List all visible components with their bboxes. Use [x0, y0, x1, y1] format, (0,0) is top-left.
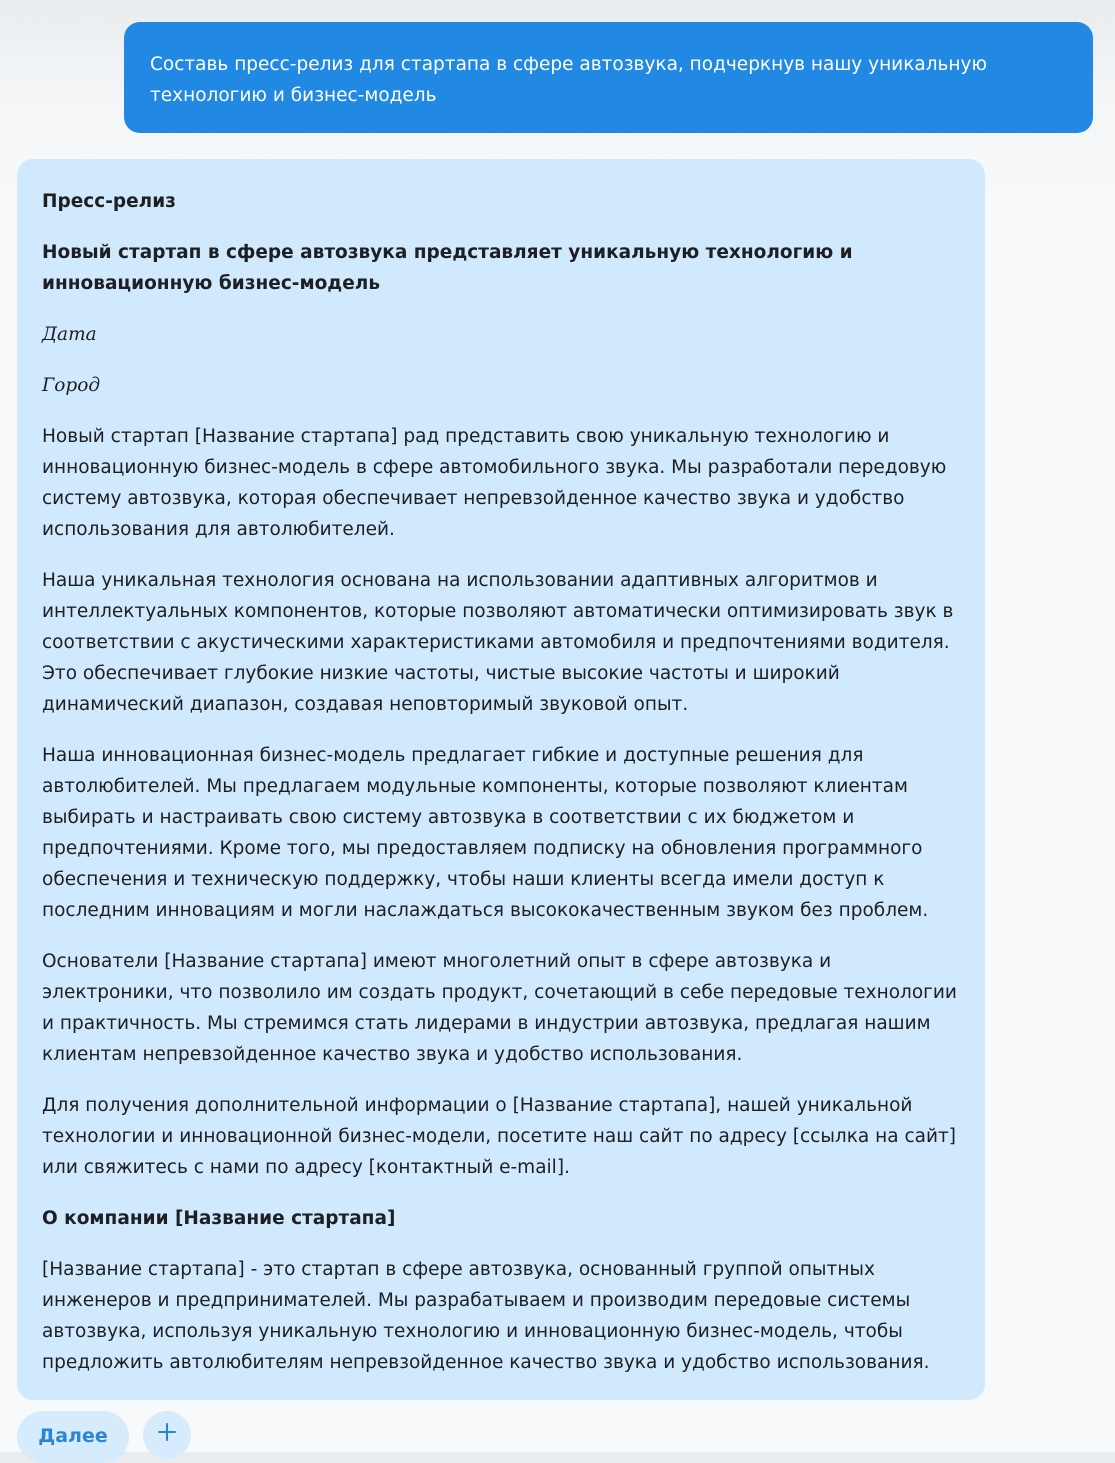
response-paragraph-2: Наша уникальная технология основана на использовании адаптивных алгоритмов и интеллектуальных компонентов, которые позволяют автоматически оптимизировать звук в соответствии с акустическими характеристиками автомобиля и предпочтениями водителя. Это обеспечивает глубокие низкие частоты, чистые высокие частоты и широкий динамический диапазон, создавая неповторимый звуковой опыт.: [42, 570, 954, 715]
user-message-bubble: [124, 22, 1093, 133]
response-heading: Пресс-релиз: [42, 191, 176, 212]
about-heading: О компании [Название стартапа]: [42, 1208, 396, 1229]
about-text: [Название стартапа] - это стартап в сфере автозвука, основанный группой опытных инженеров и предпринимателей. Мы разрабатываем и производим передовые системы автозвука, используя уникальную технологию и инновационную бизнес-модель, чтобы предложить автолюбителям непревзойденное качество звука и удобство использования.: [42, 1259, 930, 1373]
user-message-text: Составь пресс-релиз для стартапа в сфере автозвука, подчеркнув нашу уникальную технологию и бизнес-модель: [150, 54, 988, 106]
response-paragraph-4: Основатели [Название стартапа] имеют многолетний опыт в сфере автозвука и электроники, что позволило им создать продукт, сочетающий в себе передовые технологии и практичность. Мы стремимся стать лидерами в индустрии автозвука, предлагая нашим клиентам непревзойденное качество звука и удобство использования.: [42, 951, 957, 1065]
next-button-label: Далее: [38, 1425, 108, 1447]
response-city: Город: [42, 375, 101, 396]
next-button[interactable]: [17, 1411, 129, 1463]
response-paragraph-5: Для получения дополнительной информации о [Название стартапа], нашей уникальной технологии и инновационной бизнес-модели, посетите наш сайт по адресу [ссылка на сайт] или свяжитесь с нами по адресу [контактный e-mail].: [42, 1095, 956, 1178]
response-paragraph-1: Новый стартап [Название стартапа] рад представить свою уникальную технологию и инновационную бизнес-модель в сфере автомобильного звука. Мы разработали передовую систему автозвука, которая обеспечивает непревзойденное качество звука и удобство использования для автолюбителей.: [42, 426, 947, 540]
assistant-message-bubble: [17, 159, 985, 1400]
plus-icon: [158, 1423, 176, 1441]
response-paragraph-3: Наша инновационная бизнес-модель предлагает гибкие и доступные решения для автолюбителей. Мы предлагаем модульные компоненты, которые позволяют клиентам выбирать и настраивать свою систему автозвука в соответствии с их бюджетом и предпочтениями. Кроме того, мы предоставляем подписку на обновления программного обеспечения и техническую поддержку, чтобы наши клиенты всегда имели доступ к последним инновациям и могли наслаждаться высококачественным звуком без проблем.: [42, 745, 929, 921]
response-date: Дата: [42, 324, 97, 345]
response-title: Новый стартап в сфере автозвука представляет уникальную технологию и инновационную бизнес-модель: [42, 242, 853, 294]
message-actions: [17, 1411, 191, 1463]
